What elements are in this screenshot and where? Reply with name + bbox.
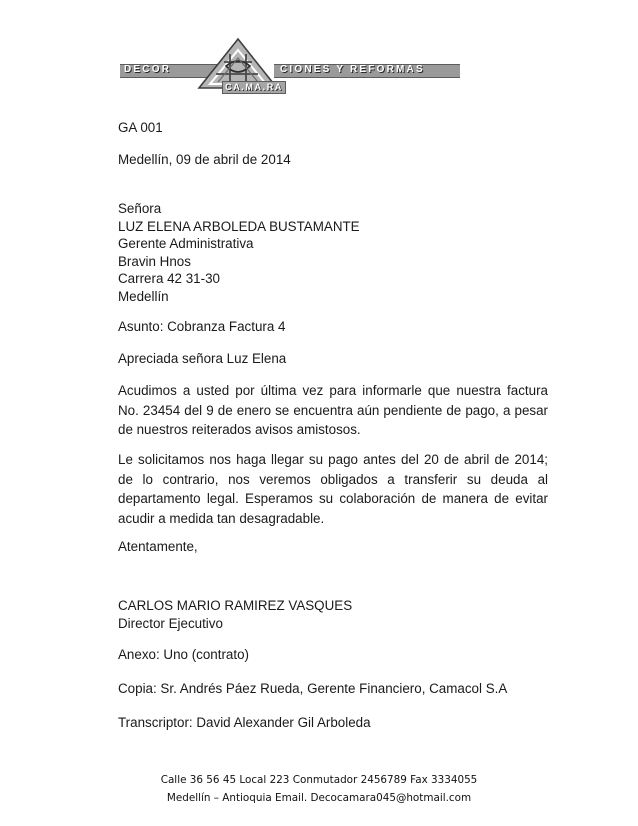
recipient-name: LUZ ELENA ARBOLEDA BUSTAMANTE (118, 218, 360, 234)
transcriber-line: Transcriptor: David Alexander Gil Arboleda (118, 715, 371, 730)
annex-line: Anexo: Uno (contrato) (118, 647, 249, 662)
letterhead-logo (112, 34, 472, 98)
paragraph-1: Acudimos a usted por última vez para informarle que nuestra factura No. 23454 del 9 de enero se encuentra aún pendiente de pago, a pesar de nuestros reiterados avisos amistosos. (118, 383, 548, 438)
signer-title: Director Ejecutivo (118, 615, 223, 631)
reference-code: GA 001 (118, 120, 163, 135)
copy-line: Copia: Sr. Andrés Páez Rueda, Gerente Financiero, Camacol S.A (118, 681, 508, 696)
paragraph-2: Le solicitamos nos haga llegar su pago antes del 20 de abril de 2014; de lo contrario, nos veremos obligados a transferir su deuda al departamento legal. Esperamos su colaboración de manera de evitar acudir a medida tan desagradable. (118, 452, 548, 526)
recipient-address: Carrera 42 31-30 (118, 271, 220, 286)
date-line: Medellín, 09 de abril de 2014 (118, 152, 291, 167)
greeting-line: Apreciada señora Luz Elena (118, 351, 287, 366)
logo-word-left: DECOR (124, 64, 172, 75)
recipient-company: Bravin Hnos (118, 253, 191, 269)
recipient-title: Señora (118, 201, 162, 216)
logo-word-right: CIONES Y REFORMAS (280, 64, 425, 75)
signer-name: CARLOS MARIO RAMIREZ VASQUES (118, 598, 353, 613)
closing-line: Atentamente, (118, 539, 198, 554)
subject-line: Asunto: Cobranza Factura 4 (118, 319, 286, 334)
footer-contact (0, 771, 638, 807)
footer-address-line: Calle 36 56 45 Local 223 Conmutador 2456789 Fax 3334055 (160, 774, 478, 786)
recipient-city: Medellín (118, 288, 169, 304)
footer-email-line: Medellín – Antioquia Email. Decocamara045@hotmail.com (166, 792, 472, 804)
recipient-position: Gerente Administrativa (118, 236, 254, 251)
logo-subtitle: CA.MA.RA (222, 81, 286, 94)
